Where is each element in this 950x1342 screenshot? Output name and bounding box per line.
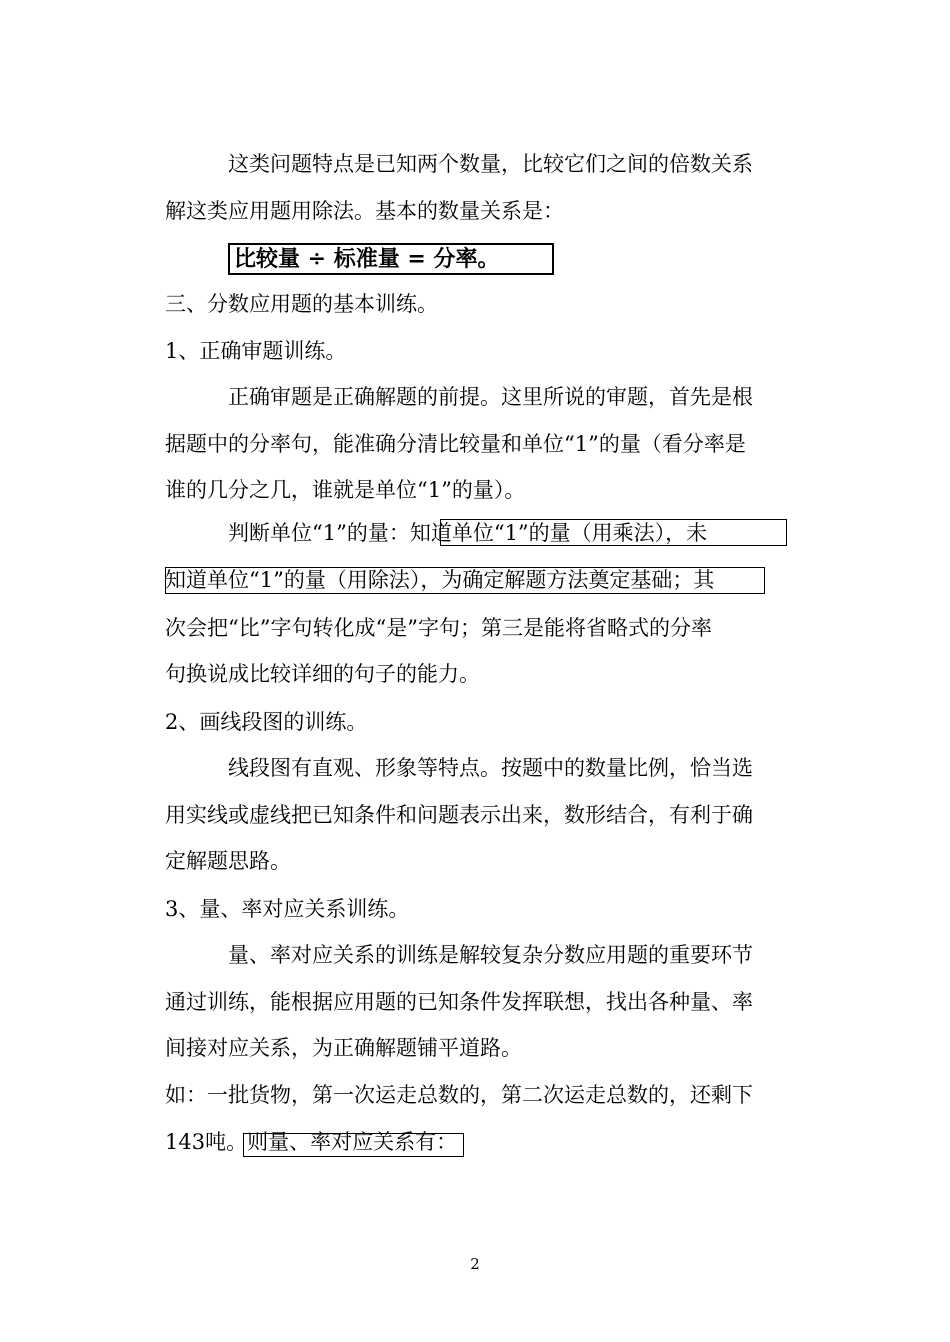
paragraph-line: 这类问题特点是已知两个数量，比较它们之间的倍数关系 (228, 152, 753, 176)
paragraph-line: 句换说成比较详细的句子的能力。 (165, 662, 480, 686)
page-number: 2 (470, 1255, 480, 1273)
paragraph-line: 知道单位“1”的量（用除法），为确定解题方法奠定基础；其 (165, 568, 715, 592)
paragraph-line: 谁的几分之几，谁就是单位“1”的量）。 (165, 478, 526, 502)
paragraph-line: 如：一批货物，第一次运走总数的，第二次运走总数的，还剩下 (165, 1083, 753, 1107)
section-heading: 三、分数应用题的基本训练。 (165, 292, 438, 316)
subsection-heading: 2、画线段图的训练。 (165, 710, 368, 734)
subsection-heading: 3、量、率对应关系训练。 (165, 897, 410, 921)
paragraph-line: 解这类应用题用除法。基本的数量关系是： (165, 199, 564, 223)
paragraph-line: 用实线或虚线把已知条件和问题表示出来，数形结合，有利于确 (165, 803, 753, 827)
paragraph-line: 通过训练，能根据应用题的已知条件发挥联想，找出各种量、率 (165, 990, 753, 1014)
formula-box: 比较量 ÷ 标准量 = 分率。 (228, 243, 554, 275)
paragraph-line: 正确审题是正确解题的前提。这里所说的审题，首先是根 (228, 385, 753, 409)
paragraph-line: 量、率对应关系的训练是解较复杂分数应用题的重要环节 (228, 943, 753, 967)
paragraph-line: 间接对应关系，为正确解题铺平道路。 (165, 1036, 522, 1060)
paragraph-line: 143吨。则量、率对应关系有： (165, 1130, 458, 1154)
paragraph-line: 定解题思路。 (165, 849, 291, 873)
subsection-heading: 1、正确审题训练。 (165, 339, 347, 363)
paragraph-line: 据题中的分率句，能准确分清比较量和单位“1”的量（看分率是 (165, 432, 746, 456)
paragraph-line: 次会把“比”字句转化成“是”字句；第三是能将省略式的分率 (165, 616, 712, 640)
paragraph-line: 判断单位“1”的量：知道单位“1”的量（用乘法），未 (228, 521, 708, 545)
paragraph-line: 线段图有直观、形象等特点。按题中的数量比例，恰当选 (228, 756, 753, 780)
